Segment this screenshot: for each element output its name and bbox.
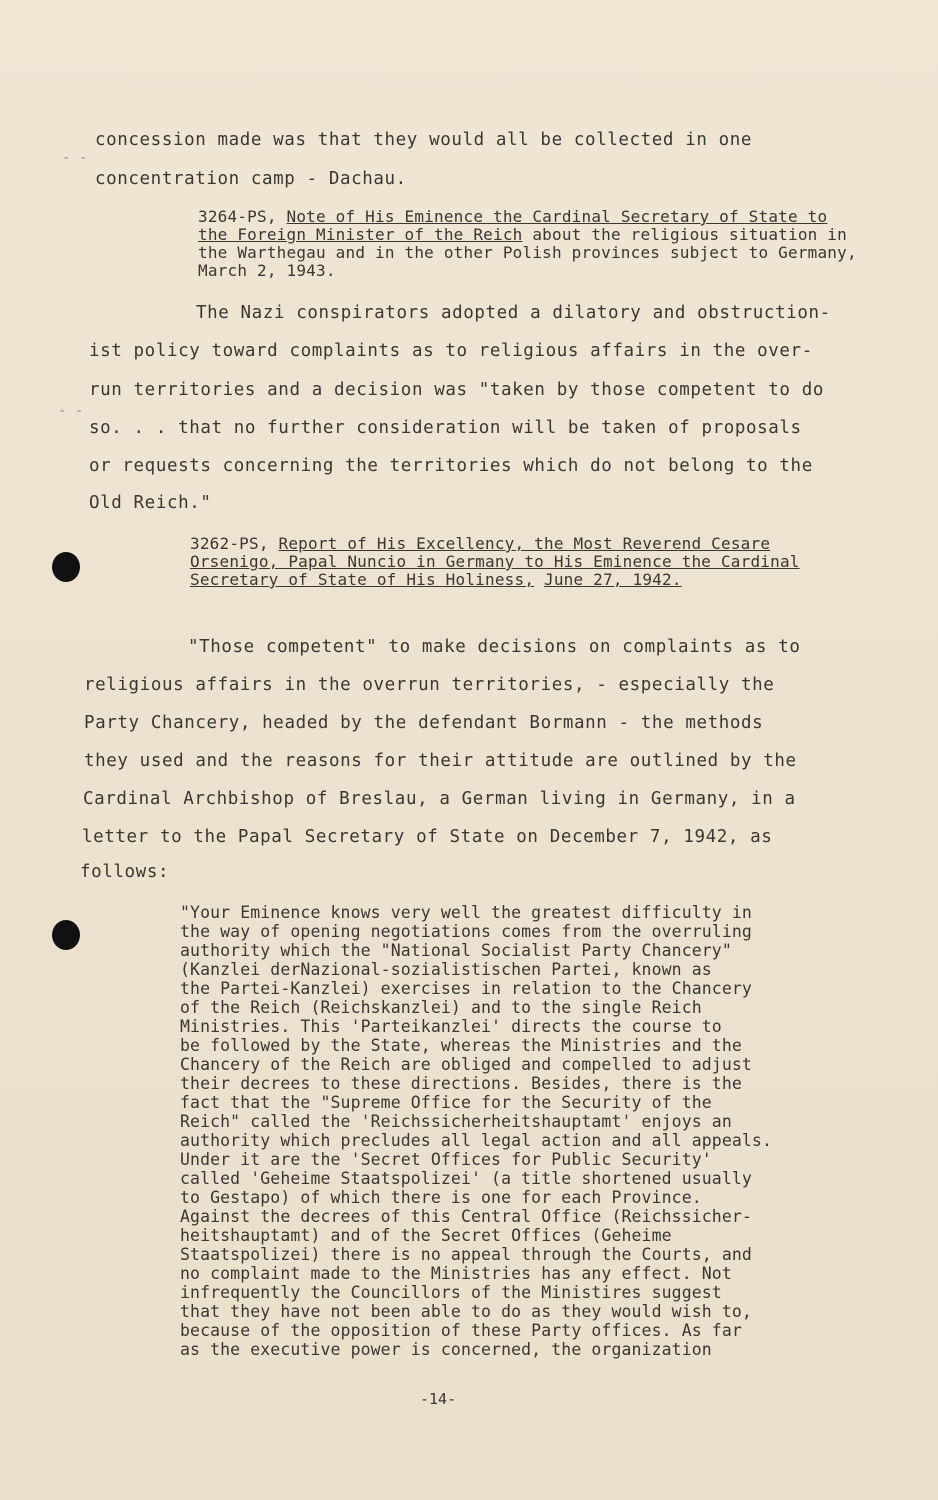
- margin-mark: - -: [62, 150, 88, 166]
- quote-line: be followed by the State, whereas the Ministries and the: [180, 1036, 742, 1055]
- text-line: run territories and a decision was "taken by those competent to do: [89, 380, 824, 400]
- text-line: "Those competent" to make decisions on complaints as to: [188, 637, 801, 657]
- text-line: letter to the Papal Secretary of State on December 7, 1942, as: [82, 827, 773, 847]
- citation-rest: about the religious situation in the Warthegau and in the other Polish provinces subject to Germany, March 2, 1943.: [198, 225, 857, 280]
- text-line: they used and the reasons for their attitude are outlined by the: [84, 751, 797, 771]
- text-line: Old Reich.": [89, 493, 212, 513]
- quote-line: infrequently the Councillors of the Ministires suggest: [180, 1283, 722, 1302]
- quote-line: authority which the "National Socialist Party Chancery": [180, 941, 732, 960]
- quote-line: heitshauptamt) and of the Secret Offices (Geheime: [180, 1226, 672, 1245]
- text-line: concentration camp - Dachau.: [95, 169, 407, 189]
- citation-title: Report of His Excellency, the Most Reverend Cesare Orsenigo, Papal Nuncio in Germany to His Eminence the Cardinal Secretary of State of His Holiness,: [190, 534, 800, 589]
- text-line: Party Chancery, headed by the defendant Bormann - the methods: [84, 713, 764, 733]
- quote-line: as the executive power is concerned, the organization: [180, 1340, 712, 1359]
- text-line: follows:: [80, 862, 170, 882]
- quote-line: to Gestapo) of which there is one for each Province.: [180, 1188, 702, 1207]
- text-line: The Nazi conspirators adopted a dilatory and obstruction-: [196, 303, 831, 323]
- citation-3262-ps: [190, 535, 800, 589]
- citation-id: 3262-PS,: [190, 534, 269, 553]
- quote-line: Against the decrees of this Central Office (Reichssicher-: [180, 1207, 752, 1226]
- quote-line: the way of opening negotiations comes from the overruling: [180, 922, 752, 941]
- quote-line: fact that the "Supreme Office for the Security of the: [180, 1093, 712, 1112]
- punch-hole-bottom: [52, 920, 80, 950]
- margin-mark: - -: [58, 403, 84, 419]
- quote-line: Chancery of the Reich are obliged and compelled to adjust: [180, 1055, 752, 1074]
- text-line: so. . . that no further consideration will be taken of proposals: [89, 418, 802, 438]
- quote-line: that they have not been able to do as they would wish to,: [180, 1302, 752, 1321]
- citation-3264-ps: [198, 208, 858, 280]
- citation-title: Note of His Eminence the Cardinal Secretary of State to the Foreign Minister of the Reich: [198, 207, 828, 244]
- quote-line: authority which precludes all legal action and all appeals.: [180, 1131, 772, 1150]
- quote-line: Staatspolizei) there is no appeal through the Courts, and: [180, 1245, 752, 1264]
- quote-line: the Partei-Kanzlei) exercises in relation to the Chancery: [180, 979, 752, 998]
- text-line: ist policy toward complaints as to religious affairs in the over-: [89, 341, 813, 361]
- quote-line: because of the opposition of these Party offices. As far: [180, 1321, 742, 1340]
- quote-line: "Your Eminence knows very well the greatest difficulty in: [180, 903, 752, 922]
- citation-id: 3264-PS,: [198, 207, 277, 226]
- text-line: religious affairs in the overrun territories, - especially the: [84, 675, 775, 695]
- citation-rest: June 27, 1942.: [544, 570, 682, 589]
- quote-line: called 'Geheime Staatspolizei' (a title shortened usually: [180, 1169, 752, 1188]
- page-number: -14-: [420, 1390, 457, 1408]
- block-quote: [180, 903, 772, 1359]
- quote-line: Under it are the 'Secret Offices for Public Security': [180, 1150, 712, 1169]
- quote-line: Ministries. This 'Parteikanzlei' directs the course to: [180, 1017, 722, 1036]
- quote-line: (Kanzlei derNazional-sozialistischen Partei, known as: [180, 960, 712, 979]
- quote-line: no complaint made to the Ministries has any effect. Not: [180, 1264, 732, 1283]
- text-line: Cardinal Archbishop of Breslau, a German living in Germany, in a: [83, 789, 796, 809]
- text-line: or requests concerning the territories which do not belong to the: [89, 456, 813, 476]
- quote-line: Reich" called the 'Reichssicherheitshauptamt' enjoys an: [180, 1112, 732, 1131]
- punch-hole-top: [52, 552, 80, 582]
- quote-line: their decrees to these directions. Besides, there is the: [180, 1074, 742, 1093]
- text-line: concession made was that they would all be collected in one: [95, 130, 753, 150]
- quote-line: of the Reich (Reichskanzlei) and to the single Reich: [180, 998, 702, 1017]
